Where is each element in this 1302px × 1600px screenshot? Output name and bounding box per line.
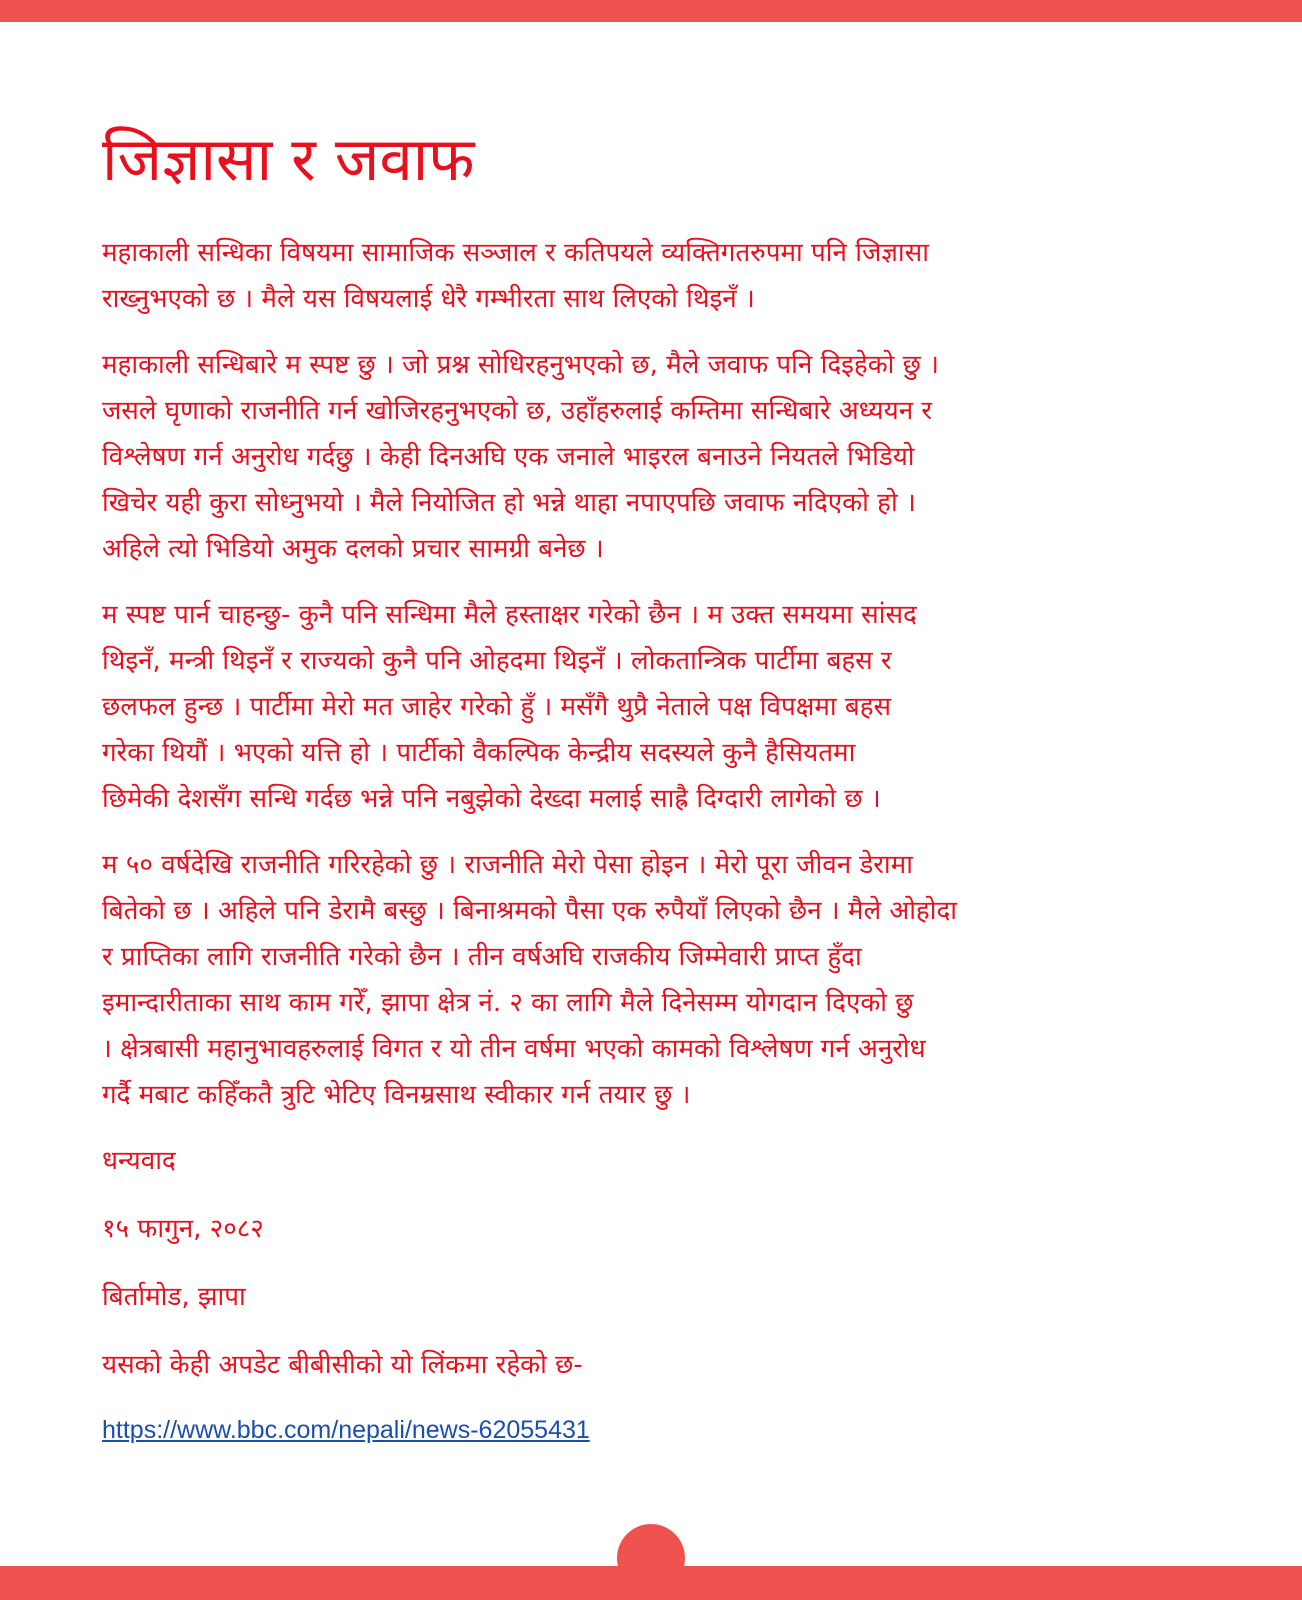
- paragraph-statement: [102, 592, 1202, 822]
- paragraph-line: महाकाली सन्धिबारे म स्पष्ट छु । जो प्रश्न सोधिरहनुभएको छ, मैले जवाफ पनि दिइहेको छु ।: [102, 350, 940, 380]
- paragraph-line: खिचेर यही कुरा सोध्नुभयो । मैले नियोजित हो भन्ने थाहा नपाएपछि जवाफ नदिएको हो ।: [102, 488, 916, 518]
- paragraph-line: विश्लेषण गर्न अनुरोध गर्दछु । केही दिनअघि एक जनाले भाइरल बनाउने नियतले भिडियो: [102, 442, 915, 472]
- paragraph-line: । क्षेत्रबासी महानुभावहरुलाई विगत र यो तीन वर्षमा भएको कामको विश्लेषण गर्न अनुरोध: [102, 1034, 926, 1064]
- paragraph-intro: [102, 230, 1202, 322]
- paragraph-line: महाकाली सन्धिका विषयमा सामाजिक सञ्जाल र कतिपयले व्यक्तिगतरुपमा पनि जिज्ञासा: [102, 238, 929, 268]
- paragraph-line: राख्नुभएको छ । मैले यस विषयलाई धेरै गम्भीरता साथ लिएको थिइनँ ।: [102, 284, 755, 314]
- paragraph-line: अहिले त्यो भिडियो अमुक दलको प्रचार सामग्री बनेछ ।: [102, 534, 604, 564]
- paragraph-line: इमान्दारीताका साथ काम गरेँ, झापा क्षेत्र नं. २ का लागि मैले दिनेसम्म योगदान दिएको छु: [102, 988, 914, 1018]
- paragraph-line: गरेका थियौं । भएको यत्ति हो । पार्टीको वैकल्पिक केन्द्रीय सदस्यले कुनै हैसियतमा: [102, 738, 856, 768]
- bbc-news-link[interactable]: https://www.bbc.com/nepali/news-62055431: [102, 1416, 590, 1444]
- paragraph-line: म स्पष्ट पार्न चाहन्छु- कुनै पनि सन्धिमा मैले हस्ताक्षर गरेको छैन । म उक्त समयमा सांसद: [102, 600, 917, 630]
- paragraph-career: [102, 842, 1202, 1118]
- paragraph-line: जसले घृणाको राजनीति गर्न खोजिरहनुभएको छ, उहाँहरुलाई कम्तिमा सन्धिबारे अध्ययन र: [102, 396, 933, 426]
- top-accent-bar: [0, 0, 1302, 22]
- page-title: जिज्ञासा र जवाफ: [102, 125, 475, 195]
- paragraph-line: बितेको छ । अहिले पनि डेरामै बस्छु । बिनाश्रमको पैसा एक रुपैयाँ लिएको छैन । मैले ओहोदा: [102, 896, 958, 926]
- paragraph-clarification: [102, 342, 1202, 572]
- update-note: यसको केही अपडेट बीबीसीको यो लिंकमा रहेको छ-: [102, 1350, 583, 1380]
- paragraph-line: गर्दै मबाट कहिँकतै त्रुटि भेटिए विनम्रसाथ स्वीकार गर्न तयार छु ।: [102, 1080, 691, 1110]
- document-body: [102, 118, 1202, 1450]
- closing-thanks: धन्यवाद: [102, 1146, 176, 1176]
- bottom-accent-bar: [0, 1566, 1302, 1600]
- paragraph-line: छिमेकी देशसँग सन्धि गर्दछ भन्ने पनि नबुझेको देख्दा मलाई साह्रै दिग्दारी लागेको छ ।: [102, 784, 881, 814]
- place-line: बिर्तामोड, झापा: [102, 1282, 246, 1312]
- paragraph-line: म ५० वर्षदेखि राजनीति गरिरहेको छु । राजनीति मेरो पेसा होइन । मेरो पूरा जीवन डेरामा: [102, 850, 913, 880]
- date-line: १५ फागुन, २०८२: [102, 1214, 264, 1244]
- paragraph-line: र प्राप्तिका लागि राजनीति गरेको छैन । तीन वर्षअघि राजकीय जिम्मेवारी प्राप्त हुँदा: [102, 942, 862, 972]
- paragraph-line: छलफल हुन्छ । पार्टीमा मेरो मत जाहेर गरेको हुँ । मसँगै थुप्रै नेताले पक्ष विपक्षमा बहस: [102, 692, 892, 722]
- paragraph-line: थिइनँ, मन्त्री थिइनँ र राज्यको कुनै पनि ओहदमा थिइनँ । लोकतान्त्रिक पार्टीमा बहस र: [102, 646, 892, 676]
